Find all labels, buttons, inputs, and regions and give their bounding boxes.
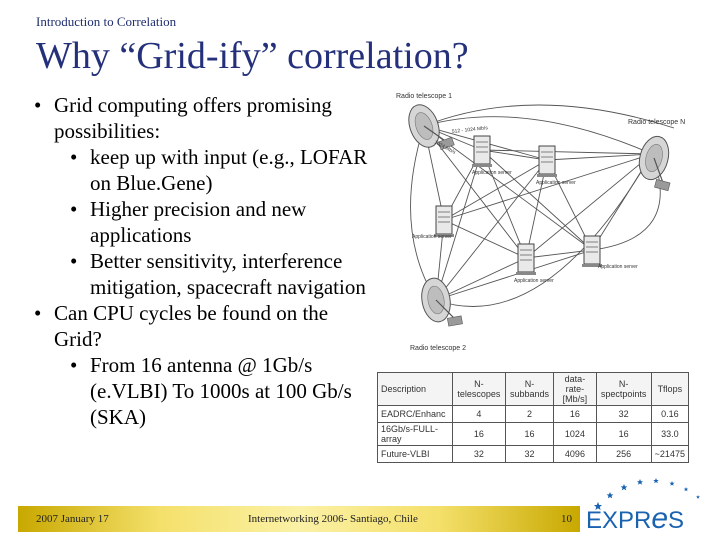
table-cell: EADRC/Enhanc [378,406,453,423]
logo-text-e: e [651,502,669,534]
logo-text-pre: EXPR [586,507,652,534]
table-cell: ~21475 [651,446,688,463]
star-arc-icon [594,478,700,510]
grid-network-diagram [384,88,690,358]
footer-date: 2007 January 17 [36,513,109,525]
table-header-cell: data-rate-[Mb/s] [554,373,596,406]
table-cell: 4096 [554,446,596,463]
bullet-item: • Grid computing offers promising possibilities: [34,92,379,144]
telescope-1-label: Radio telescope 1 [396,93,453,100]
application-server-icon [472,136,492,167]
link-label: 1024 Mb/s [433,139,457,156]
correlation-requirements-table [377,372,689,463]
application-server-icon [582,236,602,267]
logo-text-post: S [668,507,685,534]
server-label: Application server [412,234,452,240]
table-cell: 33.0 [651,423,688,446]
table-cell: Future-VLBI [378,446,453,463]
table-cell: 0.16 [651,406,688,423]
table-header-cell: N-telescopes [453,373,506,406]
slide-title: Why “Grid-ify” correlation? [36,35,469,77]
radio-telescope-2-icon [418,275,462,330]
telescope-n-label: Radio telescope N [628,119,686,126]
expres-logo [584,472,714,534]
svg-text:EXPReS [586,502,684,534]
table-cell: 4 [453,406,506,423]
table-cell: 16Gb/s-FULL-array [378,423,453,446]
server-label: Application server [514,278,554,284]
bullet-item: • Can CPU cycles be found on the Grid? [34,300,379,352]
bullet-list [34,92,379,430]
table-cell: 2 [505,406,554,423]
table-header-cell: N-spectpoints [596,373,651,406]
slide-number: 10 [561,513,572,525]
table-cell: 32 [596,406,651,423]
bullet-item: • keep up with input (e.g., LOFAR on Blue.Gene) [34,144,379,196]
radio-telescope-n-icon [633,133,681,191]
link-label: 512 - 1024 Mb/s [451,125,489,135]
table-row [378,406,689,423]
telescope-2-label: Radio telescope 2 [410,345,467,352]
slide-header: Introduction to Correlation [36,14,177,29]
server-label: Application server [472,170,512,176]
table-cell: 256 [596,446,651,463]
table-header-cell: N-subbands [505,373,554,406]
table-cell: 16 [596,423,651,446]
table-cell: 32 [505,446,554,463]
bullet-item: • Higher precision and new applications [34,196,379,248]
table-cell: 16 [505,423,554,446]
application-server-icon [537,146,557,177]
table-cell: 16 [453,423,506,446]
table-row [378,423,689,446]
footer-event: Internetworking 2006- Santiago, Chile [248,513,418,525]
bullet-item: • Better sensitivity, interference mitigation, spacecraft navigation [34,248,379,300]
table-header-cell: Description [378,373,453,406]
server-label: Application server [598,264,638,270]
table-header-cell: Tflops [651,373,688,406]
table-cell: 32 [453,446,506,463]
table-cell: 1024 [554,423,596,446]
server-label: Application server [536,180,576,186]
application-server-icon [434,206,454,237]
table-row [378,446,689,463]
table-cell: 16 [554,406,596,423]
application-server-icon [516,244,536,275]
bullet-item: • From 16 antenna @ 1Gb/s (e.VLBI) To 1000s at 100 Gb/s (SKA) [34,352,379,430]
table-header-row [378,373,689,406]
